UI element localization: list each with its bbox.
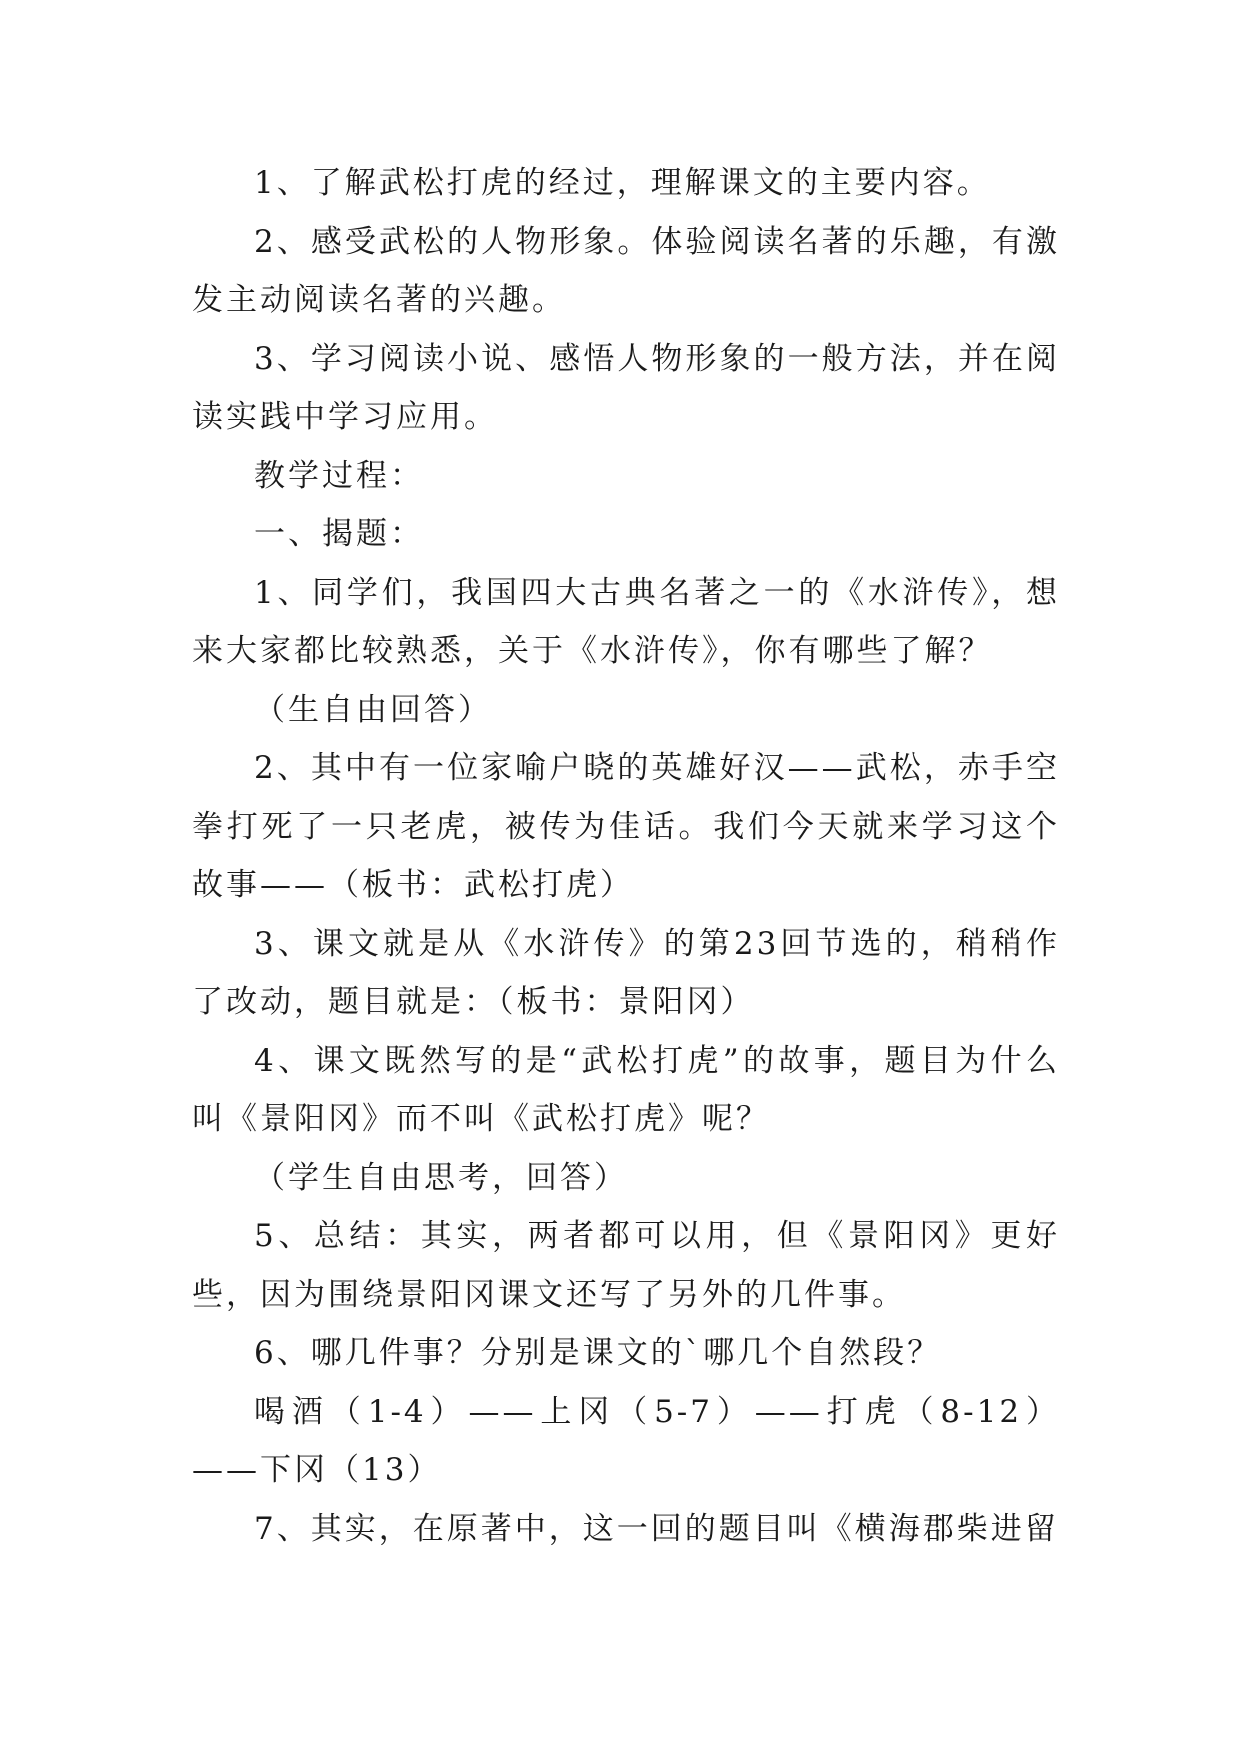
student-answer-note-1: （生自由回答） — [254, 691, 492, 728]
student-answer-note-2: （学生自由思考，回答） — [254, 1159, 628, 1196]
step-7: 7、其实，在原著中，这一回的题目叫《横海郡柴进留 — [254, 1510, 1059, 1547]
step-4: 4、课文既然写的是“武松打虎”的故事，题目为什么叫《景阳冈》而不叫《武松打虎》呢？ — [192, 1042, 1060, 1137]
objective-2: 2、感受武松的人物形象。体验阅读名著的乐趣，有激发主动阅读名著的兴趣。 — [192, 223, 1060, 318]
step-5: 5、总结：其实，两者都可以用，但《景阳冈》更好些，因为围绕景阳冈课文还写了另外的几件事。 — [192, 1218, 1060, 1313]
section-heading-reveal-topic: 一、揭题： — [254, 516, 424, 552]
objective-3: 3、学习阅读小说、感悟人物形象的一般方法，并在阅读实践中学习应用。 — [192, 340, 1060, 435]
step-3: 3、课文就是从《水浒传》的第23回节选的，稍稍作了改动，题目就是：（板书：景阳冈） — [192, 925, 1060, 1020]
step-6: 6、哪几件事？分别是课文的`哪几个自然段？ — [254, 1335, 942, 1371]
step-2: 2、其中有一位家喻户晓的英雄好汉——武松，赤手空拳打死了一只老虎，被传为佳话。我们今天就来学习这个故事——（板书：武松打虎） — [192, 750, 1060, 903]
story-sequence: 喝酒（1-4）——上冈（5-7）——打虎（8-12）——下冈（13） — [192, 1393, 1060, 1488]
section-heading-teaching-process: 教学过程： — [254, 457, 424, 494]
objective-1: 1、了解武松打虎的经过，理解课文的主要内容。 — [254, 165, 991, 201]
step-1: 1、同学们，我国四大古典名著之一的《水浒传》，想来大家都比较熟悉，关于《水浒传》，你有哪些了解？ — [192, 574, 1060, 669]
document-body — [192, 154, 1060, 1558]
